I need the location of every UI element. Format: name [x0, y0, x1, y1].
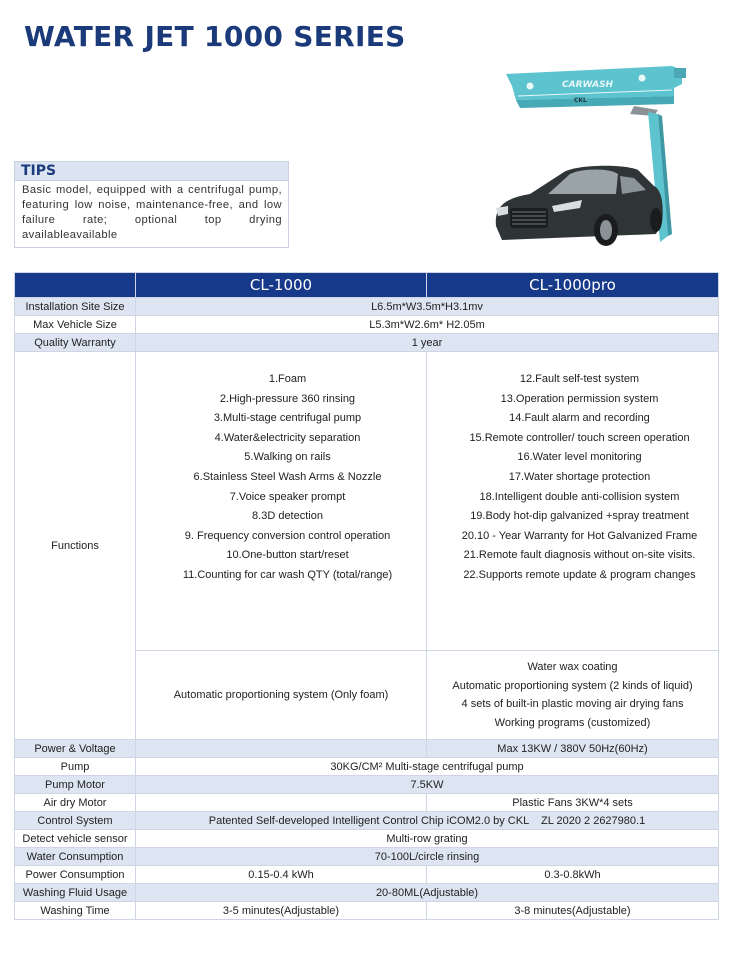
- row-value: L5.3m*W2.6m* H2.05m: [136, 316, 719, 334]
- tips-body: Basic model, equipped with a centrifugal pump, featuring low noise, maintenance-free, and low failure rate; optional top drying availableavailable: [22, 184, 282, 241]
- table-row: [15, 902, 719, 920]
- row-label: Quality Warranty: [15, 334, 136, 352]
- function-item: 10.One-button start/reset: [226, 549, 349, 562]
- table-row: [15, 812, 719, 830]
- row-label: Power Consumption: [15, 866, 136, 884]
- function-item: 2.High-pressure 360 rinsing: [219, 392, 356, 405]
- function-item: 6.Stainless Steel Wash Arms & Nozzle: [193, 470, 382, 483]
- row-value-cl-1000pro: 0.3-0.8kWh: [427, 866, 719, 884]
- function-item: 1.Foam: [268, 373, 307, 385]
- row-value-cl-1000: 0.15-0.4 kWh: [136, 866, 427, 884]
- function-item: 14.Fault alarm and recording: [509, 412, 650, 425]
- gantry-label: CARWASH: [562, 80, 614, 90]
- extra-item: 4 sets of built-in plastic moving air drying fans: [461, 698, 684, 710]
- function-item: 18.Intelligent double anti-collision system: [479, 490, 680, 503]
- function-item: 16.Water level monitoring: [517, 451, 642, 464]
- product-image: [486, 56, 696, 256]
- function-item: 3.Multi-stage centrifugal pump: [213, 412, 362, 425]
- row-value: 30KG/CM² Multi-stage centrifugal pump: [136, 758, 719, 776]
- row-label: Installation Site Size: [15, 298, 136, 316]
- row-label: Water Consumption: [15, 848, 136, 866]
- row-value: 7.5KW: [136, 776, 719, 794]
- function-item: 11.Counting for car wash QTY (total/range): [182, 568, 393, 581]
- function-item: 4.Water&electricity separation: [214, 431, 361, 444]
- table-row: [15, 316, 719, 334]
- table-row: [15, 794, 719, 812]
- tips-heading: TIPS: [15, 162, 288, 181]
- tips-box: [14, 161, 289, 248]
- row-value-cl-1000: 3-5 minutes(Adjustable): [136, 902, 427, 920]
- row-label: Power & Voltage: [15, 740, 136, 758]
- table-row: [15, 758, 719, 776]
- functions-label: Functions: [15, 352, 136, 740]
- function-item: 17.Water shortage protection: [508, 470, 651, 483]
- row-label: Pump Motor: [15, 776, 136, 794]
- function-item: 21.Remote fault diagnosis without on-site visits.: [463, 549, 696, 562]
- function-item: 12.Fault self-test system: [519, 373, 640, 385]
- table-row: [15, 776, 719, 794]
- car: [496, 166, 663, 246]
- row-label: Max Vehicle Size: [15, 316, 136, 334]
- function-item: 15.Remote controller/ touch screen operation: [469, 431, 690, 444]
- functions-row: [15, 352, 719, 651]
- row-value: 70-100L/circle rinsing: [136, 848, 719, 866]
- header-cl-1000: CL-1000: [136, 273, 427, 298]
- function-item: 9. Frequency conversion control operation: [184, 529, 391, 542]
- row-value-cl-1000pro: Plastic Fans 3KW*4 sets: [427, 794, 719, 812]
- page-title: WATER JET 1000 SERIES: [24, 20, 406, 53]
- row-label: Washing Time: [15, 902, 136, 920]
- function-item: 13.Operation permission system: [500, 392, 659, 405]
- extra-item: Working programs (customized): [494, 716, 651, 729]
- row-value-cl-1000pro: 3-8 minutes(Adjustable): [427, 902, 719, 920]
- table-row: [15, 884, 719, 902]
- functions-list-right: [427, 352, 719, 651]
- row-value: Patented Self-developed Intelligent Control Chip iCOM2.0 by CKL ZL 2020 2 2627980.1: [136, 812, 719, 830]
- row-value-cl-1000: [136, 740, 427, 758]
- table-row: [15, 334, 719, 352]
- function-item: 20.10 - Year Warranty for Hot Galvanized Frame: [461, 529, 698, 542]
- function-item: 5.Walking on rails: [244, 451, 331, 464]
- row-label: Washing Fluid Usage: [15, 884, 136, 902]
- functions-list-left: [136, 352, 427, 651]
- row-label: Control System: [15, 812, 136, 830]
- table-row: [15, 866, 719, 884]
- row-value-cl-1000pro: Max 13KW / 380V 50Hz(60Hz): [427, 740, 719, 758]
- function-item: 19.Body hot-dip galvanized +spray treatment: [470, 510, 689, 523]
- row-label: Air dry Motor: [15, 794, 136, 812]
- spec-table: [14, 272, 719, 920]
- extra-cl-1000pro: [427, 651, 719, 740]
- function-item: 7.Voice speaker prompt: [229, 490, 346, 503]
- row-label: Pump: [15, 758, 136, 776]
- extra-cl-1000: Automatic proportioning system (Only foam): [136, 651, 427, 740]
- brand-label: CKL: [574, 97, 587, 104]
- header-cl-1000pro: CL-1000pro: [427, 273, 719, 298]
- table-row: [15, 740, 719, 758]
- row-value: 20-80ML(Adjustable): [136, 884, 719, 902]
- row-value: 1 year: [136, 334, 719, 352]
- row-value: Multi-row grating: [136, 830, 719, 848]
- spec-header-row: [15, 273, 719, 298]
- table-row: [15, 830, 719, 848]
- header-blank: [15, 273, 136, 298]
- function-item: 22.Supports remote update & program changes: [463, 568, 696, 581]
- extra-item: Water wax coating: [527, 661, 618, 673]
- extra-item: Automatic proportioning system (2 kinds of liquid): [452, 679, 693, 692]
- function-item: 8.3D detection: [252, 510, 323, 523]
- row-value: L6.5m*W3.5m*H3.1mv: [136, 298, 719, 316]
- table-row: [15, 298, 719, 316]
- row-value-cl-1000: [136, 794, 427, 812]
- row-label: Detect vehicle sensor: [15, 830, 136, 848]
- table-row: [15, 848, 719, 866]
